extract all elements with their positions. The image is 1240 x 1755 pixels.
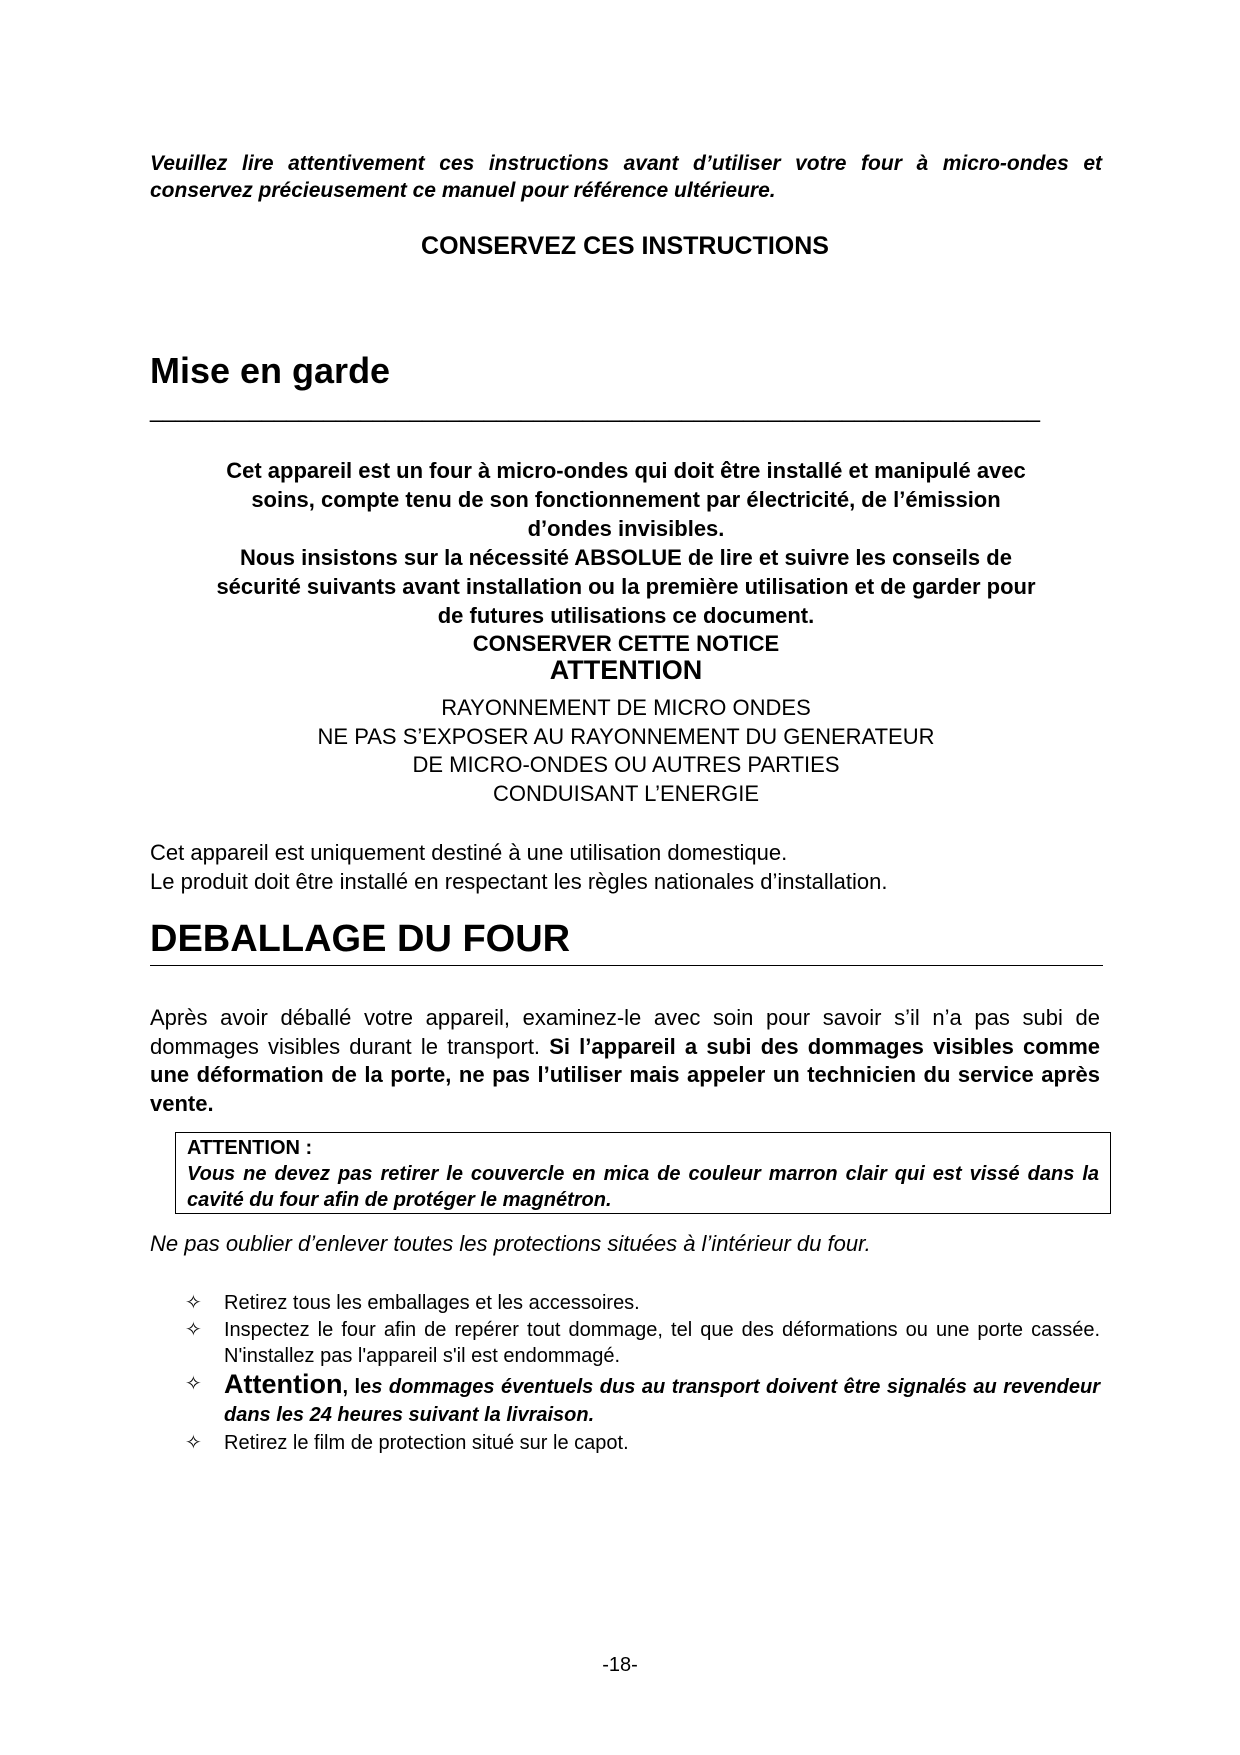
unpacking-paragraph [150,1004,1100,1119]
star-bullet-icon: ✧ [185,1292,202,1314]
page-number: -18- [602,1654,638,1676]
domestic-line: Le produit doit être installé en respectant les règles nationales d’installation. [150,869,888,894]
list-item [185,1290,1100,1316]
radiation-line: CONDUISANT L’ENERGIE [492,780,760,806]
radiation-line: DE MICRO-ONDES OU AUTRES PARTIES [412,752,840,777]
warning-line: sécurité suivants avant installation ou la première utilisation et de garder pour [216,574,1036,599]
list-item-text-part: s dommages éventuels dus au transport doivent être signalés au revendeur dans les 24 heures suivant la livraison. [224,1376,1100,1426]
attention-box-title: ATTENTION : [187,1137,313,1159]
keep-notice: CONSERVER CETTE NOTICE [472,631,780,656]
intro-text: Veuillez lire attentivement ces instructions avant d’utiliser votre four à micro-ondes et conservez précieusement ce manuel pour référence ultérieure. [150,152,1102,202]
section-heading-deballage: DEBALLAGE DU FOUR [150,918,571,960]
heading-underline [150,965,1103,966]
section-heading-mise-en-garde: Mise en garde [150,350,391,391]
attention-box [175,1132,1111,1214]
list-item-text: Retirez tous les emballages et les accessoires. [224,1292,640,1314]
unpacking-damage-warning: Si l’appareil a subi des dommages visibles comme une déformation de la porte, ne pas l’utiliser mais appeler un technicien du service après vente. [150,1033,1100,1117]
star-bullet-icon: ✧ [185,1432,202,1454]
list-item-text [224,1370,1100,1429]
unpacking-text: Après avoir déballé votre appareil, examinez-le avec soin pour savoir s’il n’a pas subi de dommages visibles durant le transport. [150,1005,1100,1059]
list-item-text: Inspectez le four afin de repérer tout dommage, tel que des déformations ou une porte cassée. N'installez pas l'appareil s'il est endommagé. [224,1319,1100,1367]
safety-warning [150,456,1102,630]
list-item-text-part: , le [342,1376,372,1398]
list-item-text: Retirez le film de protection situé sur le capot. [224,1432,629,1454]
warning-line: soins, compte tenu de son fonctionnement par électricité, de l’émission [251,487,1001,512]
domestic-line: Cet appareil est uniquement destiné à une utilisation domestique. [150,840,788,865]
star-bullet-icon: ✧ [185,1319,202,1341]
keep-instructions-title: CONSERVEZ CES INSTRUCTIONS [421,232,829,260]
list-item [185,1370,1100,1429]
dash-divider: ________________________________________________________________________ [150,396,1040,423]
radiation-line: RAYONNEMENT DE MICRO ONDES [441,695,811,720]
domestic-use-text [150,838,887,896]
warning-line: Nous insistons sur la nécessité ABSOLUE de lire et suivre les conseils de [240,545,1012,570]
attention-heading: ATTENTION [549,655,703,685]
warning-line: de futures utilisations ce document. [437,603,815,628]
attention-word: Attention [224,1369,343,1399]
list-item [185,1317,1100,1369]
unpacking-checklist [185,1290,1100,1457]
attention-box-text: Vous ne devez pas retirer le couvercle en mica de couleur marron clair qui est vissé dans la cavité du four afin de protéger le magnétron. [187,1163,1099,1211]
warning-line: Cet appareil est un four à micro-ondes qui doit être installé et manipulé avec [226,458,1026,483]
radiation-warning [150,694,1102,808]
warning-line: d’ondes invisibles. [527,516,725,541]
protections-reminder: Ne pas oublier d’enlever toutes les protections situées à l’intérieur du four. [150,1231,871,1256]
list-item [185,1430,1100,1456]
radiation-line: NE PAS S’EXPOSER AU RAYONNEMENT DU GENERATEUR [317,723,935,749]
star-bullet-icon: ✧ [185,1373,202,1395]
